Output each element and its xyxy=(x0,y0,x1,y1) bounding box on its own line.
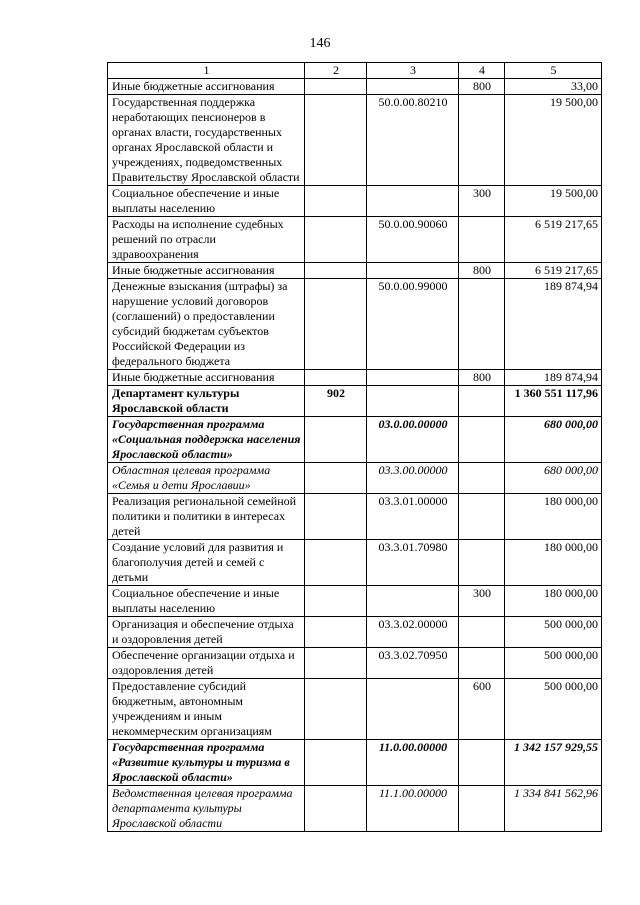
table-row xyxy=(108,494,602,540)
dept-code xyxy=(305,494,367,540)
target-code: 03.0.00.00000 xyxy=(367,417,459,463)
amount: 180 000,00 xyxy=(505,494,602,540)
item-name: Ведомственная целевая программа департамента культуры Ярославской области xyxy=(108,786,305,832)
target-code xyxy=(367,186,459,217)
table-row xyxy=(108,95,602,186)
item-name: Обеспечение организации отдыха и оздоровления детей xyxy=(108,648,305,679)
expense-type: 300 xyxy=(459,586,505,617)
item-name: Реализация региональной семейной политики и политики в интересах детей xyxy=(108,494,305,540)
expense-type xyxy=(459,648,505,679)
item-name: Расходы на исполнение судебных решений по отрасли здравоохранения xyxy=(108,217,305,263)
item-name: Организация и обеспечение отдыха и оздоровления детей xyxy=(108,617,305,648)
expense-type xyxy=(459,740,505,786)
dept-code xyxy=(305,279,367,370)
expense-type xyxy=(459,95,505,186)
column-header: 3 xyxy=(367,63,459,79)
item-name: Предоставление субсидий бюджетным, автономным учреждениям и иным некоммерческим организациям xyxy=(108,679,305,740)
amount: 19 500,00 xyxy=(505,186,602,217)
table-row xyxy=(108,186,602,217)
target-code: 11.0.00.00000 xyxy=(367,740,459,786)
item-name: Государственная программа «Социальная поддержка населения Ярославской области» xyxy=(108,417,305,463)
dept-code xyxy=(305,786,367,832)
amount: 180 000,00 xyxy=(505,586,602,617)
expense-type xyxy=(459,540,505,586)
table-row xyxy=(108,617,602,648)
item-name: Иные бюджетные ассигнования xyxy=(108,370,305,386)
item-name: Департамент культуры Ярославской области xyxy=(108,386,305,417)
amount: 500 000,00 xyxy=(505,679,602,740)
column-header: 5 xyxy=(505,63,602,79)
column-header: 1 xyxy=(108,63,305,79)
item-name: Социальное обеспечение и иные выплаты населению xyxy=(108,586,305,617)
dept-code xyxy=(305,740,367,786)
target-code: 03.3.01.70980 xyxy=(367,540,459,586)
target-code: 11.1.00.00000 xyxy=(367,786,459,832)
budget-table xyxy=(107,62,602,832)
target-code: 03.3.02.00000 xyxy=(367,617,459,648)
amount: 180 000,00 xyxy=(505,540,602,586)
table-row xyxy=(108,386,602,417)
expense-type xyxy=(459,279,505,370)
dept-code xyxy=(305,586,367,617)
table-row xyxy=(108,217,602,263)
amount: 1 334 841 562,96 xyxy=(505,786,602,832)
expense-type: 600 xyxy=(459,679,505,740)
amount: 6 519 217,65 xyxy=(505,217,602,263)
table-row xyxy=(108,463,602,494)
column-header: 2 xyxy=(305,63,367,79)
dept-code: 902 xyxy=(305,386,367,417)
target-code xyxy=(367,586,459,617)
amount: 6 519 217,65 xyxy=(505,263,602,279)
dept-code xyxy=(305,648,367,679)
column-header: 4 xyxy=(459,63,505,79)
item-name: Государственная поддержка неработающих пенсионеров в органах власти, государственных органах Ярославской области и учреждениях, подведомственных Правительству Ярославской области xyxy=(108,95,305,186)
expense-type: 300 xyxy=(459,186,505,217)
dept-code xyxy=(305,679,367,740)
table-row xyxy=(108,786,602,832)
dept-code xyxy=(305,217,367,263)
table-header-row xyxy=(108,63,602,79)
amount: 19 500,00 xyxy=(505,95,602,186)
dept-code xyxy=(305,463,367,494)
dept-code xyxy=(305,370,367,386)
expense-type xyxy=(459,494,505,540)
amount: 189 874,94 xyxy=(505,279,602,370)
target-code: 50.0.00.80210 xyxy=(367,95,459,186)
amount: 1 360 551 117,96 xyxy=(505,386,602,417)
dept-code xyxy=(305,186,367,217)
amount: 500 000,00 xyxy=(505,648,602,679)
dept-code xyxy=(305,263,367,279)
target-code: 50.0.00.99000 xyxy=(367,279,459,370)
amount: 500 000,00 xyxy=(505,617,602,648)
dept-code xyxy=(305,79,367,95)
target-code xyxy=(367,679,459,740)
table-row xyxy=(108,586,602,617)
target-code: 03.3.00.00000 xyxy=(367,463,459,494)
target-code xyxy=(367,263,459,279)
expense-type xyxy=(459,617,505,648)
amount: 680 000,00 xyxy=(505,417,602,463)
expense-type: 800 xyxy=(459,263,505,279)
dept-code xyxy=(305,417,367,463)
table-row xyxy=(108,263,602,279)
table-row xyxy=(108,679,602,740)
item-name: Областная целевая программа «Семья и дети Ярославии» xyxy=(108,463,305,494)
item-name: Иные бюджетные ассигнования xyxy=(108,263,305,279)
table-row xyxy=(108,279,602,370)
item-name: Государственная программа «Развитие культуры и туризма в Ярославской области» xyxy=(108,740,305,786)
target-code: 03.3.01.00000 xyxy=(367,494,459,540)
table-row xyxy=(108,370,602,386)
expense-type: 800 xyxy=(459,370,505,386)
expense-type xyxy=(459,217,505,263)
page-number: 146 xyxy=(309,36,331,51)
dept-code xyxy=(305,617,367,648)
target-code xyxy=(367,370,459,386)
item-name: Иные бюджетные ассигнования xyxy=(108,79,305,95)
expense-type xyxy=(459,417,505,463)
expense-type xyxy=(459,386,505,417)
table-row xyxy=(108,740,602,786)
target-code: 50.0.00.90060 xyxy=(367,217,459,263)
dept-code xyxy=(305,95,367,186)
target-code xyxy=(367,386,459,417)
amount: 680 000,00 xyxy=(505,463,602,494)
table-row xyxy=(108,648,602,679)
target-code xyxy=(367,79,459,95)
item-name: Создание условий для развития и благополучия детей и семей с детьми xyxy=(108,540,305,586)
table-row xyxy=(108,417,602,463)
table-row xyxy=(108,79,602,95)
expense-type xyxy=(459,786,505,832)
amount: 189 874,94 xyxy=(505,370,602,386)
item-name: Социальное обеспечение и иные выплаты населению xyxy=(108,186,305,217)
table-row xyxy=(108,540,602,586)
target-code: 03.3.02.70950 xyxy=(367,648,459,679)
amount: 33,00 xyxy=(505,79,602,95)
item-name: Денежные взыскания (штрафы) за нарушение условий договоров (соглашений) о предоставлении субсидий бюджетам субъектов Российской Федерации из федерального бюджета xyxy=(108,279,305,370)
dept-code xyxy=(305,540,367,586)
expense-type xyxy=(459,463,505,494)
table-body xyxy=(108,79,602,832)
expense-type: 800 xyxy=(459,79,505,95)
amount: 1 342 157 929,55 xyxy=(505,740,602,786)
